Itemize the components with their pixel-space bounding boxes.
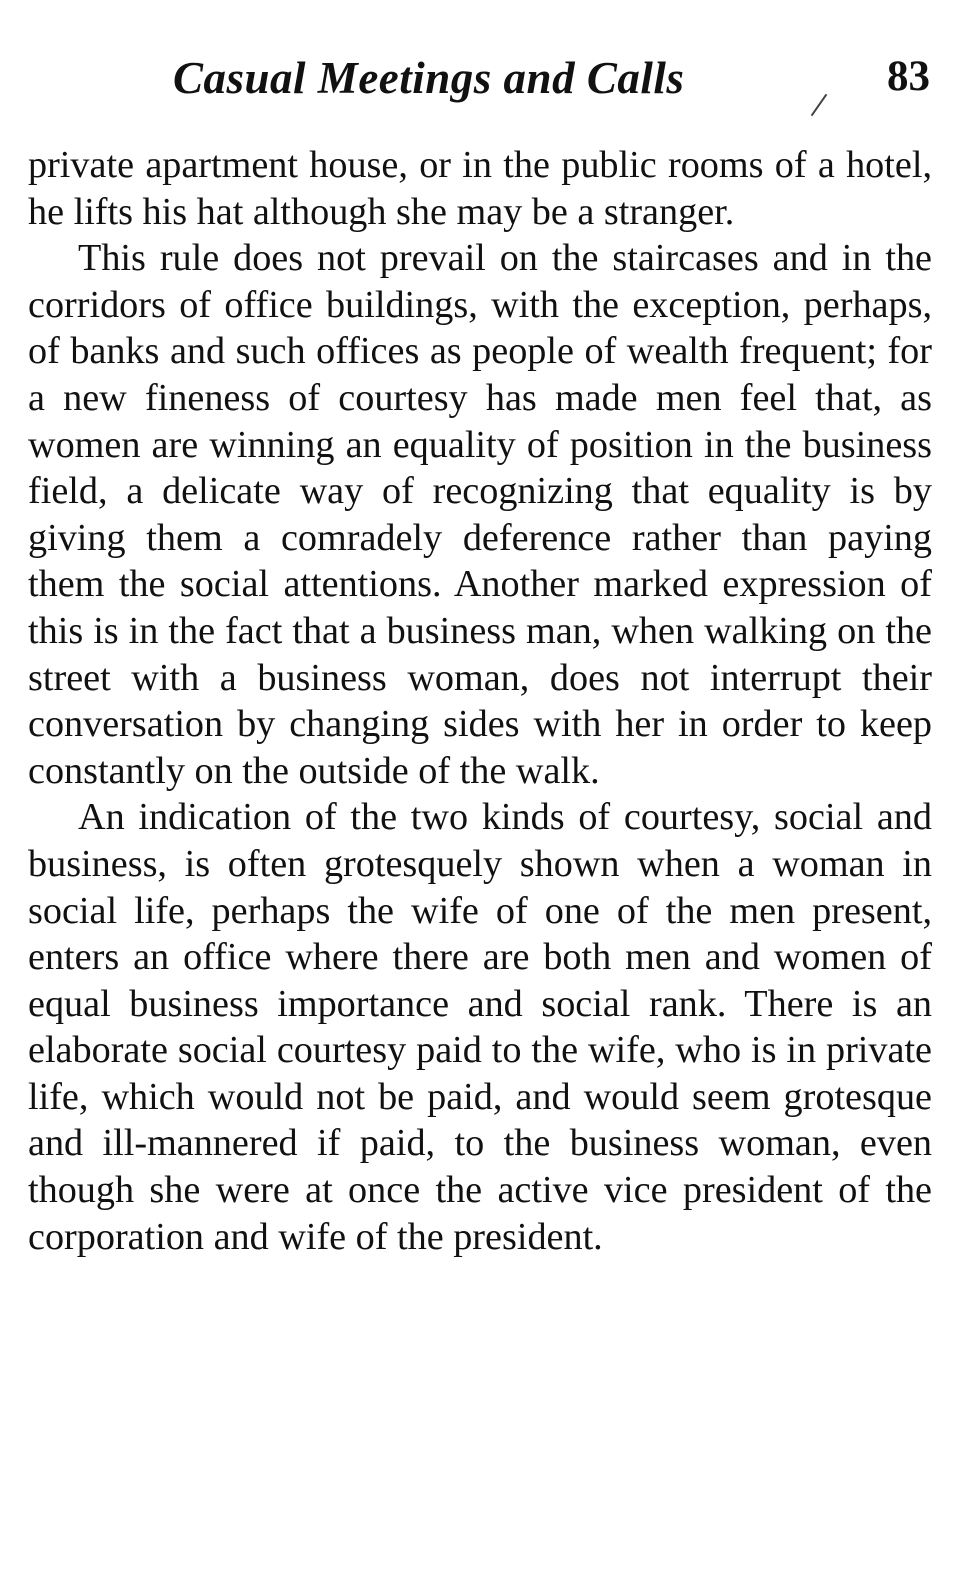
paragraph: An indication of the two kinds of courtesy, social and business, is often grotesquely shown when a woman in social life, perhaps the wife of one of the men present, enters an office where there are both men and women of equal business importance and social rank. There is an elaborate social courtesy paid to the wife, who is in private life, which would not be paid, and would seem grotesque and ill-mannered if paid, to the business woman, even though she were at once the active vice president of the corporation and wife of the president.	[28, 796, 932, 1258]
running-head	[28, 52, 932, 124]
book-page	[28, 52, 932, 1260]
body-text	[28, 142, 932, 1260]
printer-mark	[811, 94, 828, 116]
running-title: Casual Meetings and Calls	[173, 53, 685, 103]
paragraph-continued: private apartment house, or in the public rooms of a hotel, he lifts his hat although she may be a stranger.	[28, 144, 932, 233]
paragraph: This rule does not prevail on the staircases and in the corridors of office buildings, with the exception, perhaps, of banks and such offices as people of wealth frequent; for a new fineness of courtesy has made men feel that, as women are winning an equality of position in the business field, a delicate way of recognizing that equality is by giving them a comradely deference rather than paying them the social attentions. Another marked expression of this is in the fact that a business man, when walking on the street with a business woman, does not interrupt their conversation by changing sides with her in order to keep constantly on the outside of the walk.	[28, 237, 932, 792]
page-number: 83	[887, 53, 930, 100]
